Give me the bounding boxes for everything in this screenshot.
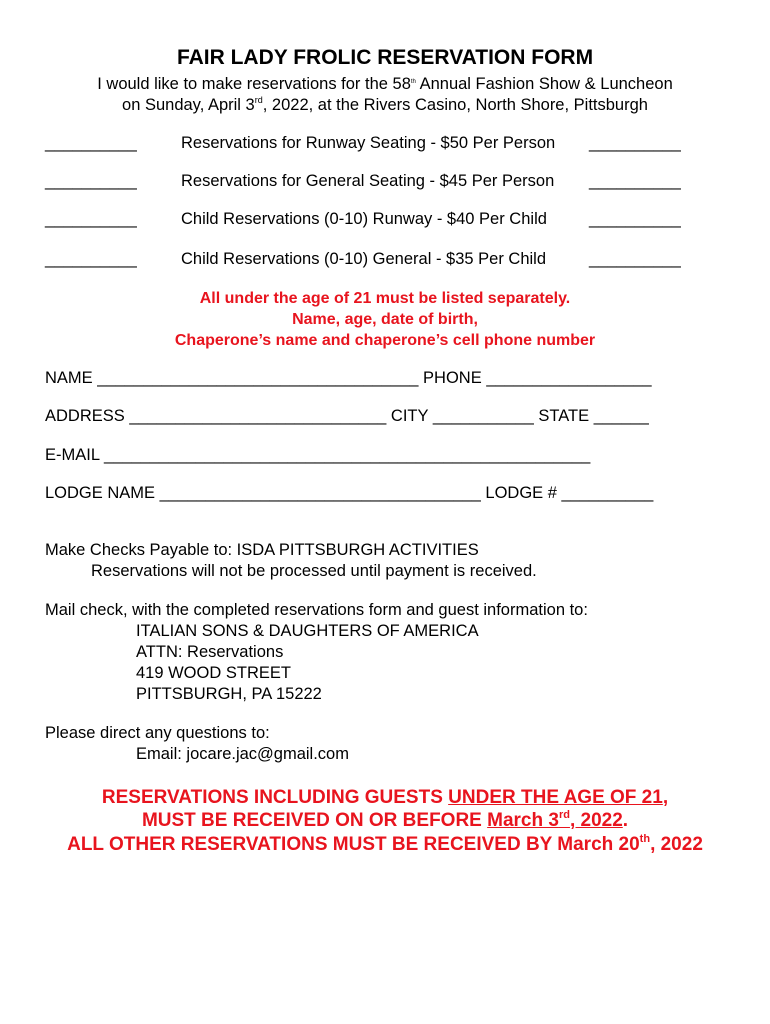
intro-line-1: I would like to make reservations for the 58th Annual Fashion Show & Luncheon	[97, 75, 673, 93]
mail-check-line: Mail check, with the completed reservations form and guest information to:	[45, 601, 588, 619]
general-total-blank[interactable]: __________	[589, 172, 681, 190]
processing-note: Reservations will not be processed until payment is received.	[91, 562, 537, 580]
runway-seating-label: Reservations for Runway Seating - $50 Per Person	[181, 134, 556, 152]
child-general-label: Child Reservations (0-10) General - $35 Per Child	[181, 250, 546, 268]
email-field[interactable]: E-MAIL _____________________________________________________	[45, 446, 591, 464]
mailing-address-line-2: ATTN: Reservations	[136, 643, 284, 661]
checks-payable-line: Make Checks Payable to: ISDA PITTSBURGH ACTIVITIES	[45, 541, 479, 559]
runway-total-blank[interactable]: __________	[589, 134, 681, 152]
mailing-address-line-4: PITTSBURGH, PA 15222	[136, 685, 322, 703]
child-runway-total-blank[interactable]: __________	[589, 210, 681, 228]
general-seating-label: Reservations for General Seating - $45 Per Person	[181, 172, 555, 190]
deadline-line-2: MUST BE RECEIVED ON OR BEFORE March 3rd, 2022.	[141, 809, 629, 831]
questions-line: Please direct any questions to:	[45, 724, 270, 742]
runway-qty-blank[interactable]: __________	[45, 134, 137, 152]
mailing-address-line-1: ITALIAN SONS & DAUGHTERS OF AMERICA	[136, 622, 479, 640]
minor-notice-line-3: Chaperone’s name and chaperone’s cell phone number	[174, 332, 596, 349]
deadline-line-1: RESERVATIONS INCLUDING GUESTS UNDER THE AGE OF 21,	[101, 787, 669, 808]
mailing-address-line-3: 419 WOOD STREET	[136, 664, 291, 682]
contact-email[interactable]: Email: jocare.jac@gmail.com	[136, 745, 349, 763]
general-qty-blank[interactable]: __________	[45, 172, 137, 190]
child-runway-qty-blank[interactable]: __________	[45, 210, 137, 228]
lodge-field[interactable]: LODGE NAME ___________________________________ LODGE # __________	[45, 484, 654, 502]
child-general-total-blank[interactable]: __________	[589, 250, 681, 268]
child-runway-label: Child Reservations (0-10) Runway - $40 Per Child	[181, 210, 547, 228]
address-field[interactable]: ADDRESS ____________________________ CITY ___________ STATE ______	[45, 407, 649, 425]
minor-notice-line-2: Name, age, date of birth,	[292, 311, 478, 328]
deadline-line-3: ALL OTHER RESERVATIONS MUST BE RECEIVED BY March 20th, 2022	[67, 833, 703, 855]
intro-line-2: on Sunday, April 3rd, 2022, at the Rivers Casino, North Shore, Pittsburgh	[122, 95, 648, 114]
minor-notice-line-1: All under the age of 21 must be listed separately.	[199, 290, 571, 307]
name-field[interactable]: NAME ___________________________________ PHONE __________________	[45, 369, 652, 387]
form-title: FAIR LADY FROLIC RESERVATION FORM	[176, 46, 594, 69]
child-general-qty-blank[interactable]: __________	[45, 250, 137, 268]
